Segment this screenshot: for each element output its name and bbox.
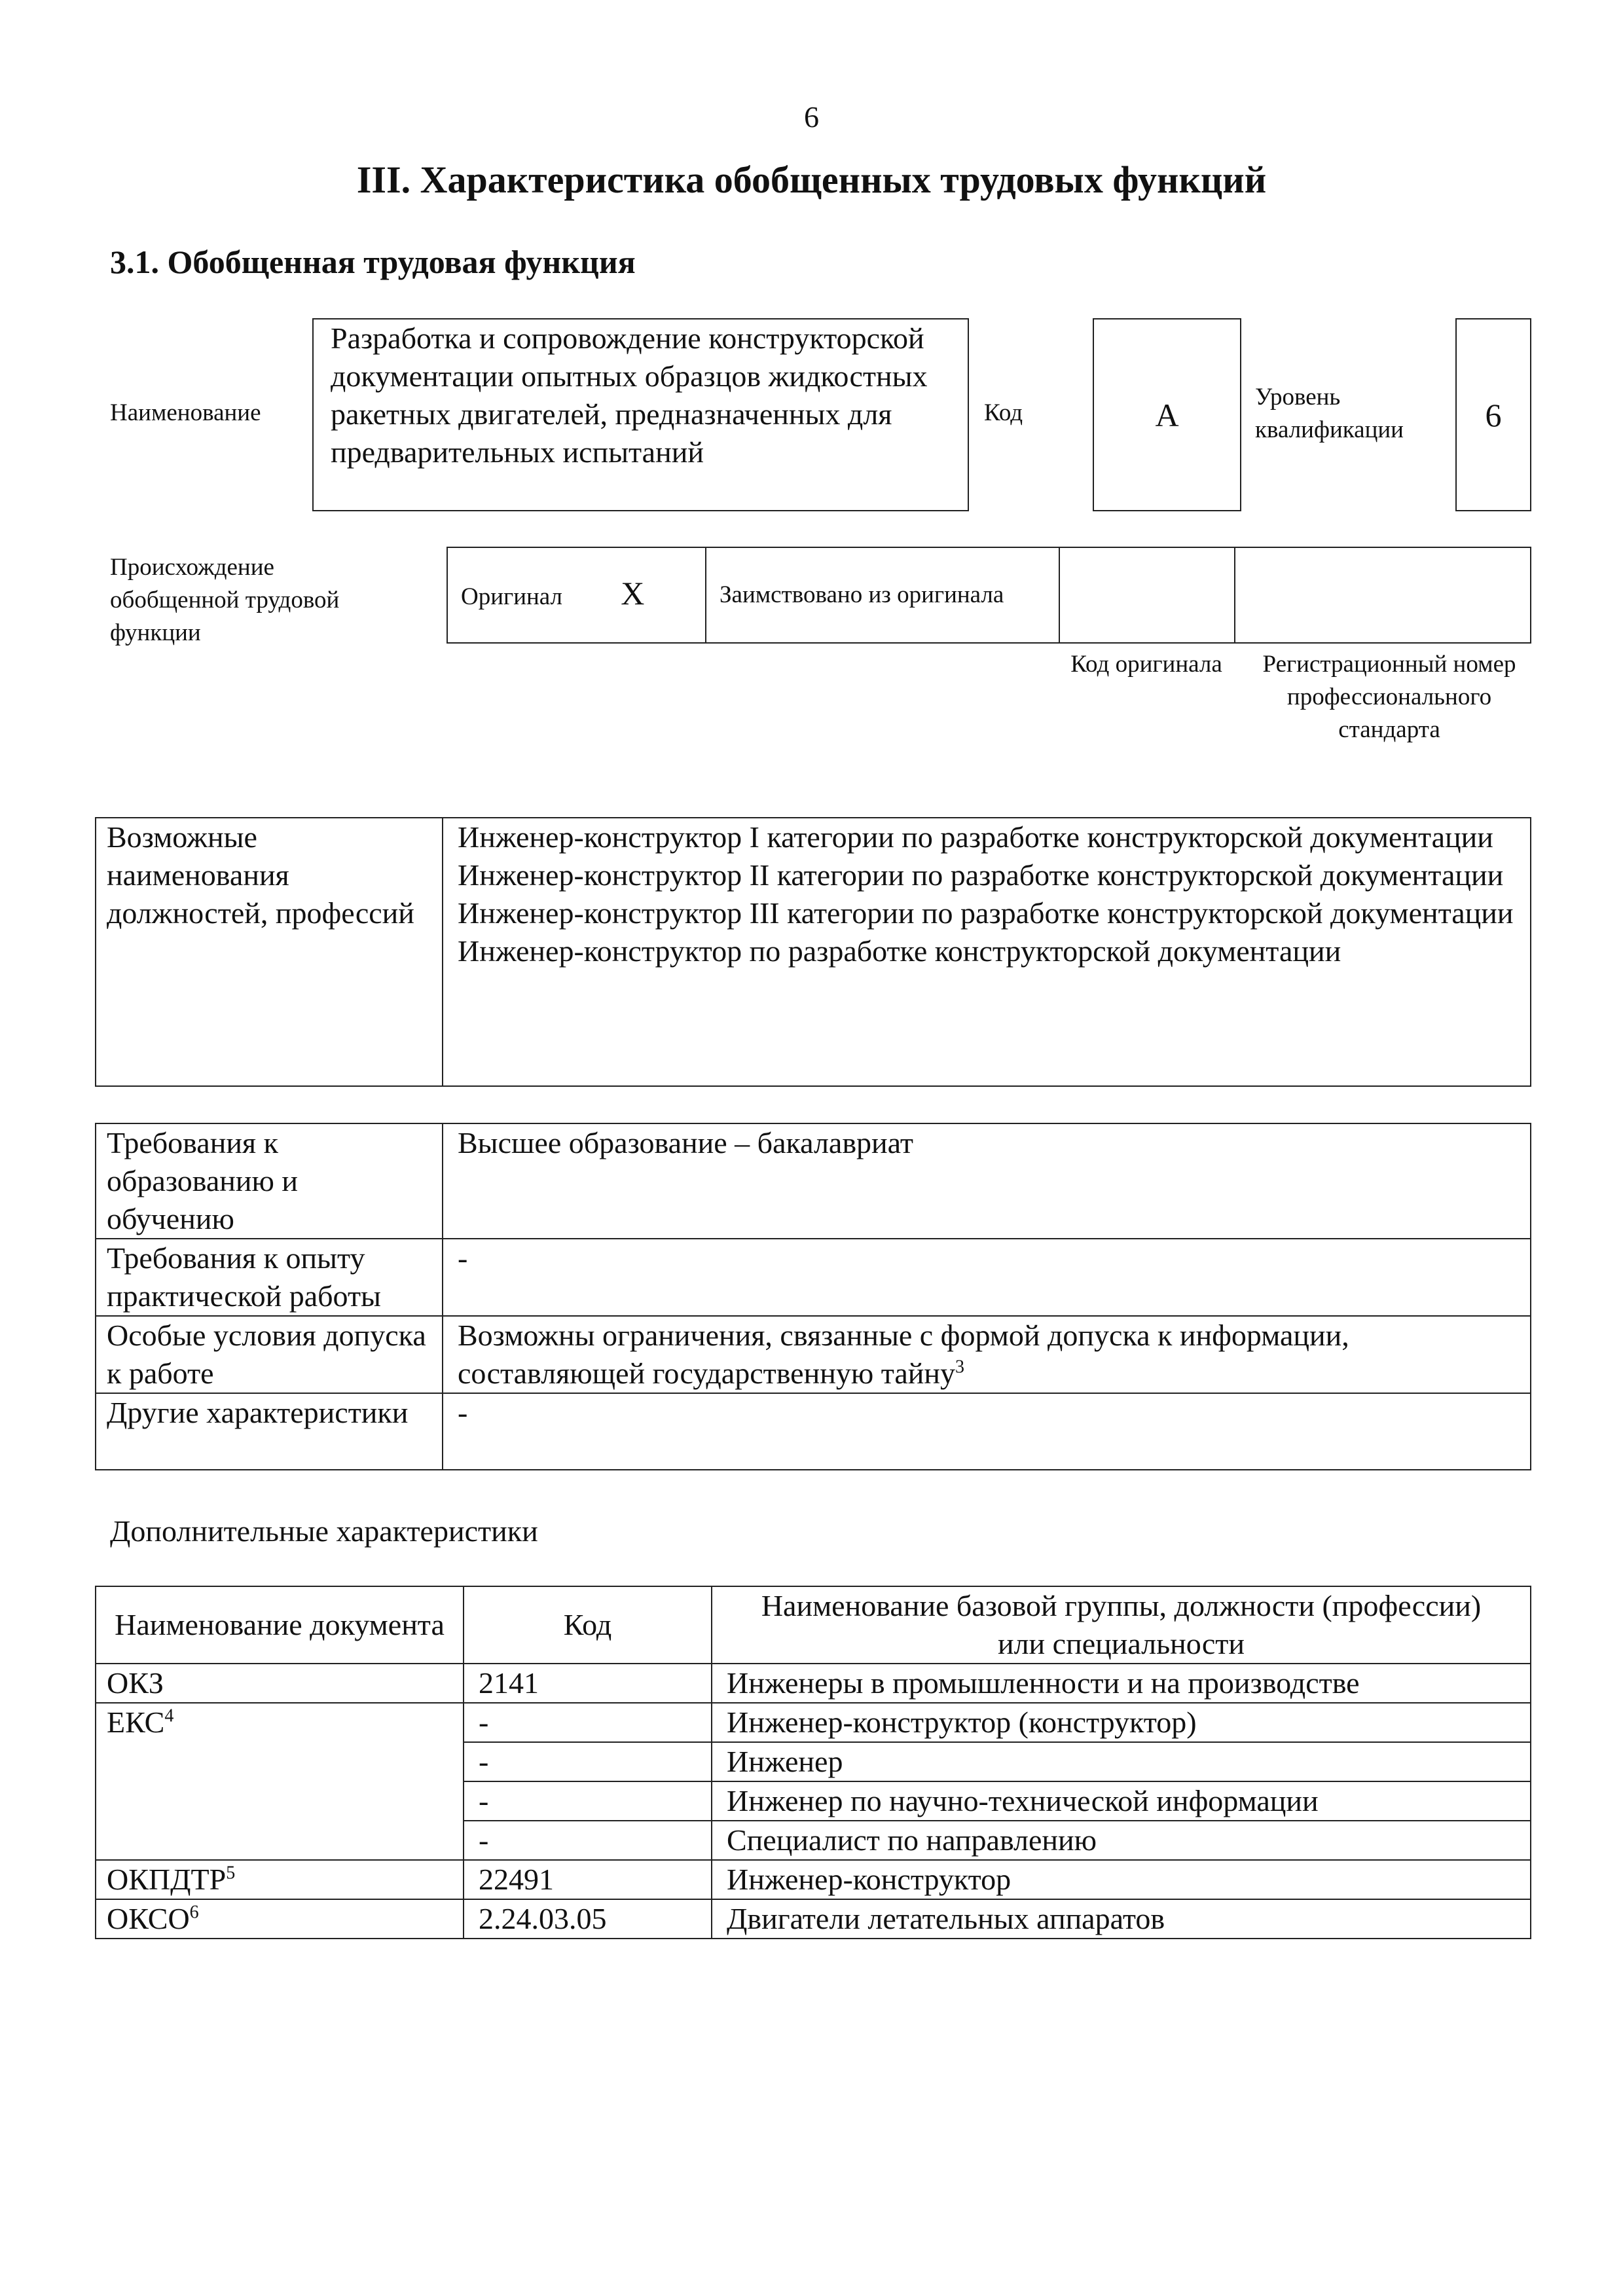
position-item: Инженер-конструктор III категории по разработке конструкторской документации: [458, 896, 1514, 930]
row-doc-cell: [96, 1664, 464, 1703]
origin-code-cell: [1059, 547, 1235, 643]
row-code: 22491: [464, 1860, 712, 1899]
requirement-value: Возможны ограничения, связанные с формой допуска к информации, составляющей государственную тайну: [458, 1319, 1349, 1390]
positions-label: Возможные наименования должностей, профессий: [107, 820, 414, 930]
qualification-level-label: Уровень квалификации: [1255, 384, 1404, 443]
row-code: -: [464, 1821, 712, 1860]
origin-original-mark: Х: [621, 575, 645, 611]
requirement-value-cell: [443, 1316, 1531, 1393]
footnote-mark: 3: [955, 1357, 965, 1377]
positions-list-cell: [443, 818, 1531, 1086]
positions-label-cell: [96, 818, 443, 1086]
name-label: Наименование: [110, 399, 261, 426]
function-code-box: [1093, 318, 1241, 511]
row-doc-cell: [96, 1899, 464, 1939]
origin-reg-number-cell: [1235, 547, 1531, 643]
position-item: Инженер-конструктор I категории по разработке конструкторской документации: [458, 820, 1493, 854]
additional-title: Дополнительные характеристики: [110, 1514, 538, 1548]
function-name-box: [312, 318, 969, 511]
requirement-value: -: [443, 1239, 1531, 1316]
section-title: III. Характеристика обобщенных трудовых функций: [356, 158, 1267, 201]
row-name: Инженер: [712, 1742, 1531, 1781]
row-doc: ЕКС: [107, 1705, 165, 1739]
row-code: 2141: [464, 1664, 712, 1703]
header-name: Наименование базовой группы, должности (профессии) или специальности: [712, 1586, 1531, 1664]
row-name: Специалист по направлению: [712, 1821, 1531, 1860]
origin-table: [447, 547, 1531, 644]
position-item: Инженер-конструктор по разработке конструкторской документации: [458, 934, 1341, 968]
function-code-value: А: [1155, 396, 1179, 433]
row-name: Двигатели летательных аппаратов: [712, 1899, 1531, 1939]
footnote-mark: 6: [189, 1902, 199, 1923]
additional-table: [95, 1586, 1531, 1939]
reg-number-caption: Регистрационный номер профессионального стандарта: [1262, 651, 1516, 743]
row-doc-cell: [96, 1703, 464, 1860]
row-doc: ОКЗ: [107, 1666, 164, 1700]
function-name-text: Разработка и сопровождение конструкторской документации опытных образцов жидкостных ракетных двигателей, предназначенных для предварительных испытаний: [331, 321, 928, 469]
requirement-label: Другие характеристики: [96, 1393, 443, 1470]
row-name: Инженер-конструктор: [712, 1860, 1531, 1899]
requirement-label: Требования к образованию и обучению: [96, 1123, 443, 1239]
row-doc: ОКСО: [107, 1902, 190, 1935]
position-item: Инженер-конструктор II категории по разработке конструкторской документации: [458, 858, 1504, 892]
header-code: Код: [464, 1586, 712, 1664]
header-doc: Наименование документа: [96, 1586, 464, 1664]
origin-label: Происхождение обобщенной трудовой функции: [110, 554, 340, 646]
row-code: -: [464, 1742, 712, 1781]
code-original-caption: Код оригинала: [1070, 651, 1222, 678]
requirement-label: Требования к опыту практической работы: [96, 1239, 443, 1316]
requirement-value: -: [443, 1393, 1531, 1470]
footnote-mark: 5: [226, 1863, 236, 1884]
requirement-value: Высшее образование – бакалавриат: [443, 1123, 1531, 1239]
qualification-level-box: [1455, 318, 1531, 511]
requirement-label: Особые условия допуска к работе: [96, 1316, 443, 1393]
footnote-mark: 4: [164, 1705, 174, 1726]
row-code: 2.24.03.05: [464, 1899, 712, 1939]
row-name: Инженер-конструктор (конструктор): [712, 1703, 1531, 1742]
qualification-level-value: 6: [1485, 396, 1502, 433]
positions-table: [95, 817, 1531, 1087]
row-name: Инженеры в промышленности и на производстве: [712, 1664, 1531, 1703]
origin-borrowed-label: Заимствовано из оригинала: [720, 581, 1004, 608]
row-name: Инженер по научно-технической информации: [712, 1781, 1531, 1821]
origin-original-cell: [447, 547, 706, 643]
origin-original-label: Оригинал: [461, 583, 563, 610]
requirements-table: [95, 1123, 1531, 1470]
page-number: 6: [804, 100, 819, 134]
row-doc-cell: [96, 1860, 464, 1899]
row-code: -: [464, 1781, 712, 1821]
subsection-title: 3.1. Обобщенная трудовая функция: [110, 244, 636, 280]
row-doc: ОКПДТР: [107, 1863, 227, 1896]
origin-borrowed-cell: [706, 547, 1059, 643]
code-label: Код: [984, 399, 1023, 426]
row-code: -: [464, 1703, 712, 1742]
